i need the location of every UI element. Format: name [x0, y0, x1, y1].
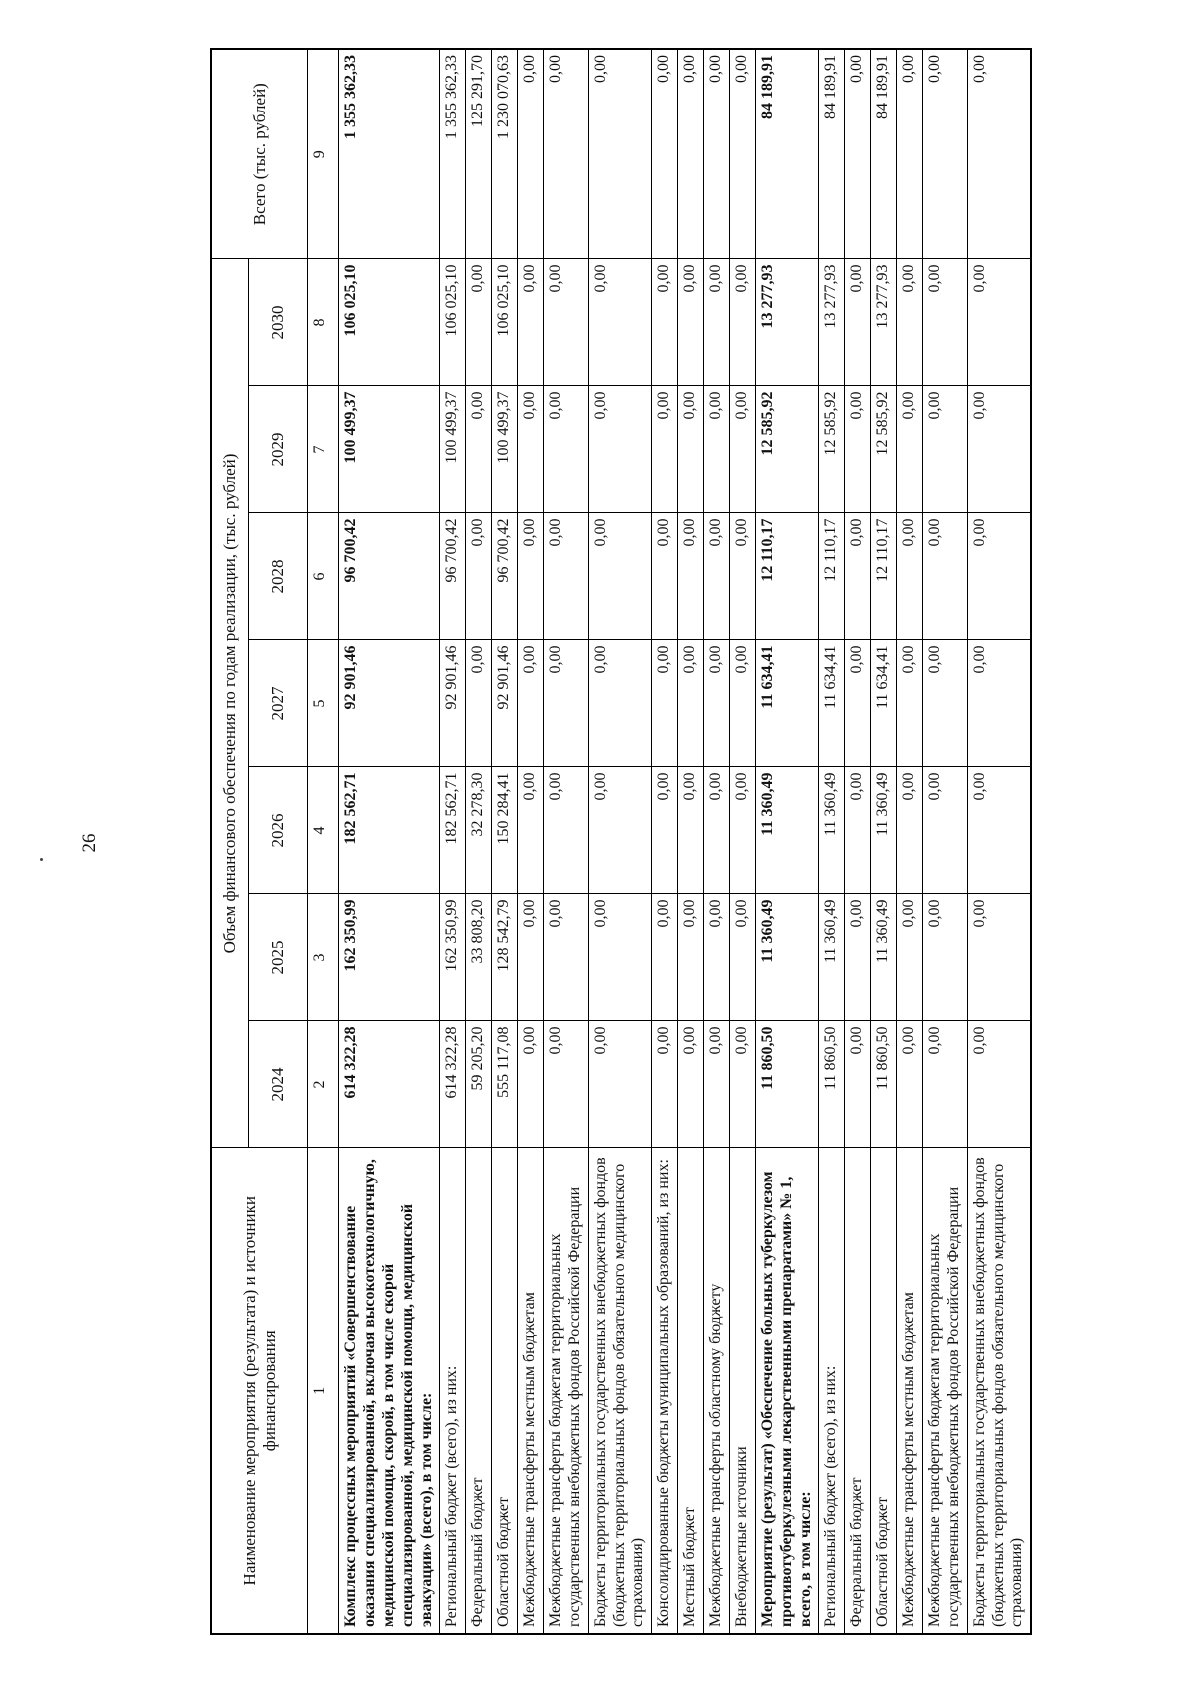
row-year-value: 0,00 [704, 767, 730, 894]
row-year-value: 96 700,42 [339, 513, 440, 640]
row-year-value: 0,00 [897, 386, 923, 513]
row-year-value: 0,00 [588, 640, 652, 767]
rotated-table-container [210, 50, 1150, 1635]
row-year-value: 0,00 [543, 767, 588, 894]
row-year-value: 0,00 [967, 640, 1031, 767]
row-year-value: 0,00 [922, 1021, 967, 1148]
column-number: 3 [308, 894, 339, 1021]
row-year-value: 128 542,79 [492, 894, 518, 1021]
row-year-value: 92 901,46 [339, 640, 440, 767]
row-year-value: 0,00 [678, 513, 704, 640]
row-year-value: 555 117,08 [492, 1021, 518, 1148]
row-year-value: 11 360,49 [871, 767, 897, 894]
column-number: 5 [308, 640, 339, 767]
row-year-value: 0,00 [588, 386, 652, 513]
row-year-value: 11 860,50 [871, 1021, 897, 1148]
row-year-value: 32 278,30 [466, 767, 492, 894]
row-year-value: 0,00 [897, 259, 923, 386]
row-year-value: 59 205,20 [466, 1021, 492, 1148]
row-year-value: 0,00 [678, 640, 704, 767]
row-label: Областной бюджет [492, 1148, 518, 1634]
row-year-value: 0,00 [652, 1021, 678, 1148]
row-total-value: 0,00 [543, 49, 588, 259]
row-year-value: 0,00 [466, 640, 492, 767]
column-number: 6 [308, 513, 339, 640]
column-number: 4 [308, 767, 339, 894]
row-year-value: 92 901,46 [492, 640, 518, 767]
row-total-value: 1 355 362,33 [440, 49, 466, 259]
row-year-value: 0,00 [967, 513, 1031, 640]
row-total-value: 0,00 [518, 49, 544, 259]
row-year-value: 0,00 [543, 386, 588, 513]
row-total-value: 84 189,91 [871, 49, 897, 259]
table-row [819, 49, 845, 1634]
table-row [729, 49, 755, 1634]
row-year-value: 0,00 [704, 513, 730, 640]
row-label: Межбюджетные трансферты местным бюджетам [518, 1148, 544, 1634]
row-year-value: 96 700,42 [492, 513, 518, 640]
row-year-value: 106 025,10 [440, 259, 466, 386]
table-row [755, 49, 819, 1634]
row-year-value: 0,00 [845, 640, 871, 767]
row-year-value: 11 360,49 [755, 767, 819, 894]
row-year-value: 11 360,49 [819, 894, 845, 1021]
row-year-value: 12 110,17 [819, 513, 845, 640]
row-year-value: 11 360,49 [755, 894, 819, 1021]
table-row [652, 49, 678, 1634]
row-total-value: 1 355 362,33 [339, 49, 440, 259]
row-year-value: 614 322,28 [339, 1021, 440, 1148]
header-year: 2026 [249, 767, 308, 894]
row-year-value: 0,00 [466, 386, 492, 513]
row-year-value: 0,00 [652, 513, 678, 640]
row-label: Региональный бюджет (всего), из них: [819, 1148, 845, 1634]
row-year-value: 96 700,42 [440, 513, 466, 640]
row-year-value: 0,00 [678, 894, 704, 1021]
row-year-value: 12 585,92 [871, 386, 897, 513]
column-number: 7 [308, 386, 339, 513]
column-number: 1 [308, 1148, 339, 1634]
row-year-value: 0,00 [652, 894, 678, 1021]
row-year-value: 12 585,92 [755, 386, 819, 513]
row-year-value: 0,00 [543, 894, 588, 1021]
row-year-value: 0,00 [588, 259, 652, 386]
row-label: Федеральный бюджет [845, 1148, 871, 1634]
row-total-value: 0,00 [845, 49, 871, 259]
row-year-value: 0,00 [652, 640, 678, 767]
row-total-value: 0,00 [967, 49, 1031, 259]
row-year-value: 11 860,50 [755, 1021, 819, 1148]
row-year-value: 0,00 [588, 513, 652, 640]
row-year-value: 0,00 [704, 259, 730, 386]
row-year-value: 0,00 [845, 259, 871, 386]
row-year-value: 11 360,49 [871, 894, 897, 1021]
table-row [967, 49, 1031, 1634]
row-year-value: 0,00 [518, 513, 544, 640]
table-row [845, 49, 871, 1634]
row-total-value: 0,00 [729, 49, 755, 259]
table-row [678, 49, 704, 1634]
row-year-value: 0,00 [897, 767, 923, 894]
table-row [543, 49, 588, 1634]
row-total-value: 84 189,91 [755, 49, 819, 259]
row-year-value: 0,00 [518, 386, 544, 513]
row-year-value: 0,00 [845, 767, 871, 894]
row-label: Межбюджетные трансферты областному бюджету [704, 1148, 730, 1634]
row-year-value: 0,00 [729, 386, 755, 513]
row-year-value: 0,00 [652, 767, 678, 894]
row-year-value: 182 562,71 [339, 767, 440, 894]
row-year-value: 0,00 [729, 767, 755, 894]
row-year-value: 13 277,93 [755, 259, 819, 386]
row-year-value: 11 634,41 [819, 640, 845, 767]
table-header [211, 49, 339, 1634]
row-year-value: 13 277,93 [871, 259, 897, 386]
row-year-value: 0,00 [678, 767, 704, 894]
row-year-value: 0,00 [967, 767, 1031, 894]
table-body [339, 49, 1032, 1634]
row-total-value: 0,00 [588, 49, 652, 259]
row-label: Комплекс процессных мероприятий «Совершенствование оказания специализированной, включая высокотехнологичную, медицинской помощи, скорой, в том числе скорой специализированной, медицинской помощи, медицинской эвакуации» (всего), в том числе: [339, 1148, 440, 1634]
row-label: Межбюджетные трансферты местным бюджетам [897, 1148, 923, 1634]
row-year-value: 0,00 [518, 767, 544, 894]
row-year-value: 0,00 [652, 386, 678, 513]
row-total-value: 0,00 [704, 49, 730, 259]
row-label: Региональный бюджет (всего), из них: [440, 1148, 466, 1634]
row-year-value: 0,00 [967, 386, 1031, 513]
row-year-value: 0,00 [704, 386, 730, 513]
row-year-value: 0,00 [678, 259, 704, 386]
row-year-value: 11 634,41 [871, 640, 897, 767]
row-year-value: 162 350,99 [440, 894, 466, 1021]
row-year-value: 0,00 [518, 894, 544, 1021]
table-row [588, 49, 652, 1634]
row-total-value: 84 189,91 [819, 49, 845, 259]
row-label: Внебюджетные источники [729, 1148, 755, 1634]
row-year-value: 162 350,99 [339, 894, 440, 1021]
row-year-value: 0,00 [729, 259, 755, 386]
scan-speck [40, 858, 43, 861]
row-label: Межбюджетные трансферты бюджетам территориальных государственных внебюджетных фондов Российской Федерации [922, 1148, 967, 1634]
header-group: Объем финансового обеспечения по годам реализации, (тыс. рублей) [211, 259, 249, 1148]
row-year-value: 100 499,37 [492, 386, 518, 513]
row-year-value: 0,00 [704, 894, 730, 1021]
row-year-value: 12 110,17 [871, 513, 897, 640]
row-year-value: 106 025,10 [339, 259, 440, 386]
table-row [518, 49, 544, 1634]
header-name: Наименование мероприятия (результата) и источники финансирования [211, 1148, 308, 1634]
row-label: Консолидированные бюджеты муниципальных образований, из них: [652, 1148, 678, 1634]
row-year-value: 33 808,20 [466, 894, 492, 1021]
row-year-value: 0,00 [845, 513, 871, 640]
row-label: Федеральный бюджет [466, 1148, 492, 1634]
row-total-value: 0,00 [678, 49, 704, 259]
row-total-value: 125 291,70 [466, 49, 492, 259]
row-year-value: 12 585,92 [819, 386, 845, 513]
row-year-value: 0,00 [967, 1021, 1031, 1148]
table-row [897, 49, 923, 1634]
row-year-value: 11 860,50 [819, 1021, 845, 1148]
row-year-value: 0,00 [729, 640, 755, 767]
row-year-value: 0,00 [967, 259, 1031, 386]
table-row [871, 49, 897, 1634]
row-year-value: 0,00 [729, 1021, 755, 1148]
header-year: 2028 [249, 513, 308, 640]
row-year-value: 100 499,37 [440, 386, 466, 513]
column-number: 9 [308, 49, 339, 259]
row-year-value: 0,00 [678, 386, 704, 513]
row-year-value: 0,00 [652, 259, 678, 386]
row-year-value: 100 499,37 [339, 386, 440, 513]
row-year-value: 0,00 [704, 1021, 730, 1148]
row-year-value: 0,00 [543, 640, 588, 767]
row-year-value: 0,00 [845, 894, 871, 1021]
row-year-value: 0,00 [543, 1021, 588, 1148]
row-year-value: 0,00 [588, 767, 652, 894]
row-total-value: 0,00 [897, 49, 923, 259]
row-year-value: 0,00 [922, 894, 967, 1021]
row-year-value: 0,00 [922, 767, 967, 894]
row-year-value: 0,00 [518, 1021, 544, 1148]
row-year-value: 11 634,41 [755, 640, 819, 767]
row-label: Бюджеты территориальных государственных внебюджетных фондов (бюджетных территориальных фондов обязательного медицинского страхования) [967, 1148, 1031, 1634]
row-label: Областной бюджет [871, 1148, 897, 1634]
row-year-value: 0,00 [678, 1021, 704, 1148]
page-number: 26 [79, 833, 100, 853]
row-year-value: 11 360,49 [819, 767, 845, 894]
row-total-value: 0,00 [652, 49, 678, 259]
header-total: Всего (тыс. рублей) [211, 49, 308, 259]
row-year-value: 0,00 [518, 259, 544, 386]
row-year-value: 0,00 [922, 259, 967, 386]
row-year-value: 0,00 [704, 640, 730, 767]
row-year-value: 0,00 [922, 386, 967, 513]
row-total-value: 0,00 [922, 49, 967, 259]
row-year-value: 12 110,17 [755, 513, 819, 640]
row-year-value: 0,00 [466, 259, 492, 386]
table-row [922, 49, 967, 1634]
row-year-value: 0,00 [518, 640, 544, 767]
row-year-value: 182 562,71 [440, 767, 466, 894]
row-label: Межбюджетные трансферты бюджетам территориальных государственных внебюджетных фондов Российской Федерации [543, 1148, 588, 1634]
row-year-value: 0,00 [897, 1021, 923, 1148]
row-year-value: 0,00 [967, 894, 1031, 1021]
row-year-value: 0,00 [729, 894, 755, 1021]
header-year: 2024 [249, 1021, 308, 1148]
row-year-value: 0,00 [897, 640, 923, 767]
row-year-value: 13 277,93 [819, 259, 845, 386]
header-year: 2030 [249, 259, 308, 386]
row-year-value: 0,00 [543, 513, 588, 640]
row-year-value: 0,00 [922, 513, 967, 640]
row-label: Бюджеты территориальных государственных внебюджетных фондов (бюджетных территориальных фондов обязательного медицинского страхования) [588, 1148, 652, 1634]
row-year-value: 0,00 [897, 894, 923, 1021]
row-year-value: 0,00 [588, 1021, 652, 1148]
row-year-value: 0,00 [466, 513, 492, 640]
table-row [440, 49, 466, 1634]
header-year: 2029 [249, 386, 308, 513]
funding-table [210, 48, 1032, 1635]
row-year-value: 614 322,28 [440, 1021, 466, 1148]
table-row [492, 49, 518, 1634]
row-label: Мероприятие (результат) «Обеспечение больных туберкулезом противотуберкулезными лекарственными препаратами» № 1, всего, в том числе: [755, 1148, 819, 1634]
row-year-value: 106 025,10 [492, 259, 518, 386]
table-row [339, 49, 440, 1634]
table-row [466, 49, 492, 1634]
row-year-value: 150 284,41 [492, 767, 518, 894]
column-number-row [308, 49, 339, 1634]
column-number: 2 [308, 1021, 339, 1148]
row-year-value: 0,00 [729, 513, 755, 640]
row-year-value: 0,00 [845, 386, 871, 513]
row-year-value: 0,00 [897, 513, 923, 640]
header-year: 2025 [249, 894, 308, 1021]
row-year-value: 0,00 [845, 1021, 871, 1148]
row-year-value: 0,00 [543, 259, 588, 386]
row-year-value: 0,00 [588, 894, 652, 1021]
row-year-value: 92 901,46 [440, 640, 466, 767]
column-number: 8 [308, 259, 339, 386]
row-total-value: 1 230 070,63 [492, 49, 518, 259]
row-year-value: 0,00 [922, 640, 967, 767]
table-row [704, 49, 730, 1634]
row-label: Местный бюджет [678, 1148, 704, 1634]
header-year: 2027 [249, 640, 308, 767]
